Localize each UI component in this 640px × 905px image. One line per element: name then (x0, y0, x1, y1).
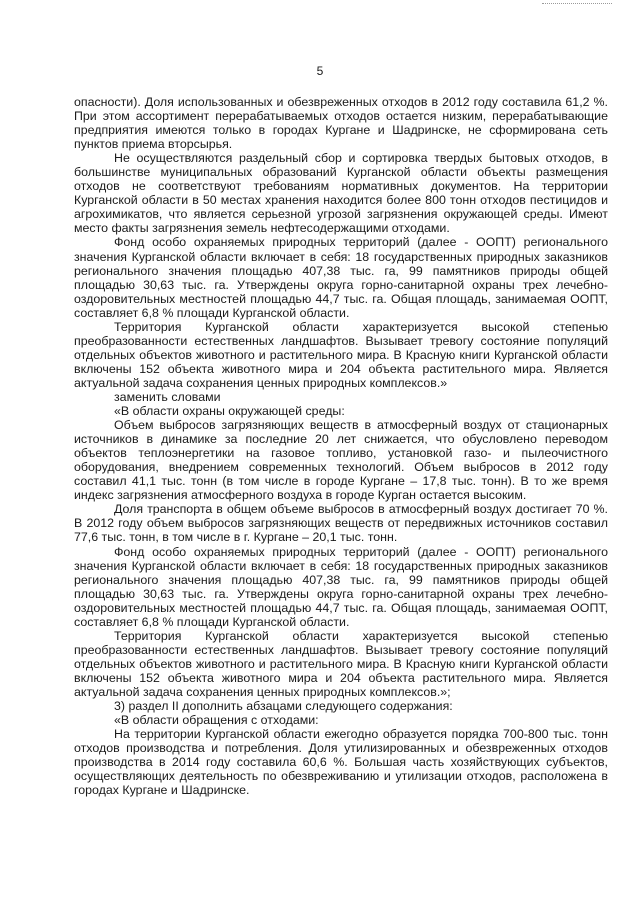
paragraph-waste-volume: На территории Курганской области ежегодно образуется порядка 700-800 тыс. тонн отходов производства и потребления. Доля утилизированных и обезвреженных отходов производства в 2014 году составила 60,6 %. Большая часть хозяйствующих субъектов, осуществляющих деятельность по обезвреживанию и утилизации отходов, расположена в городах Кургане и Шадринске. (74, 727, 608, 798)
paragraph-waste-heading: «В области обращения с отходами: (114, 713, 319, 728)
paragraph-emissions-stationary: Объем выбросов загрязняющих веществ в атмосферный воздух от стационарных источников в динамике за последние 20 лет снижается, что обусловлено переводом объектов теплоэнергетики на газовое топливо, установкой газо- и пылеочистного оборудования, внедрением современных технологий. Объем выбросов в 2012 году составил 41,1 тыс. тонн (в том числе в городе Кургане – 17,8 тыс. тонн). В то же время индекс загрязнения атмосферного воздуха в городе Курган остается высоким. (74, 418, 608, 503)
scan-artifact (542, 3, 612, 6)
paragraph-environment-heading: «В области охраны окружающей среды: (114, 404, 345, 419)
paragraph-landscapes-new: Территория Курганской области характеризуется высокой степенью преобразованности естественных ландшафтов. Вызывает тревогу состояние популяций отдельных объектов животного и растительного мира. В Красную книги Курганской области включены 152 объекта животного мира и 204 объекта растительного мира. Является актуальной задача сохранения ценных природных комплексов.»; (74, 628, 608, 699)
paragraph-protected-areas: Фонд особо охраняемых природных территорий (далее - ООПТ) регионального значения Курганской области включает в себя: 18 государственных природных заказников регионального значения площадью 407,38 тыс. га, 99 памятников природы общей площадью 30,63 тыс. га. Утверждены округа горно-санитарной охраны трех лечебно-оздоровительных местностей площадью 44,7 тыс. га. Общая площадь, занимаемая ООПТ, составляет 6,8 % площади Курганской области. (74, 235, 608, 320)
paragraph-protected-areas-new: Фонд особо охраняемых природных территорий (далее - ООПТ) регионального значения Курганской области включает в себя: 18 государственных природных заказников регионального значения площадью 407,38 тыс. га, 99 памятников природы общей площадью 30,63 тыс. га. Утверждены округа горно-санитарной охраны трех лечебно-оздоровительных местностей площадью 44,7 тыс. га. Общая площадь, занимаемая ООПТ, составляет 6,8 % площади Курганской области. (74, 544, 608, 629)
paragraph-waste-sorting: Не осуществляются раздельный сбор и сортировка твердых бытовых отходов, в большинстве муниципальных образований Курганской области объекты размещения отходов не соответствуют требованиям нормативных документов. На территории Курганской области в 50 местах хранения находится более 800 тонн отходов пестицидов и агрохимикатов, что является серьезной угрозой загрязнения окружающей среды. Имеют место факты загрязнения земель нефтесодержащими отходами. (74, 151, 608, 236)
document-body (74, 95, 608, 797)
paragraph-section-two-amend: 3) раздел II дополнить абзацами следующего содержания: (114, 699, 453, 714)
page-number: 5 (316, 64, 324, 78)
paragraph-landscapes: Территория Курганской области характеризуется высокой степенью преобразованности естественных ландшафтов. Вызывает тревогу состояние популяций отдельных объектов животного и растительного мира. В Красную книги Курганской области включены 152 объекта животного мира и 204 объекта растительного мира. Является актуальной задача сохранения ценных природных комплексов.» (74, 319, 608, 390)
paragraph-replace-words: заменить словами (114, 389, 221, 404)
paragraph-disposal-share: опасности). Доля использованных и обезвреженных отходов в 2012 году составила 61,2 %. При этом ассортимент перерабатываемых отходов остается низким, перерабатывающие предприятия имеются только в городах Кургане и Шадринске, не сформирована сеть пунктов приема вторсырья. (74, 95, 608, 152)
paragraph-emissions-transport: Доля транспорта в общем объеме выбросов в атмосферный воздух достигает 70 %. В 2012 году объем выбросов загрязняющих веществ от передвижных источников составил 77,6 тыс. тонн, в том числе в г. Кургане – 20,1 тыс. тонн. (74, 502, 608, 545)
